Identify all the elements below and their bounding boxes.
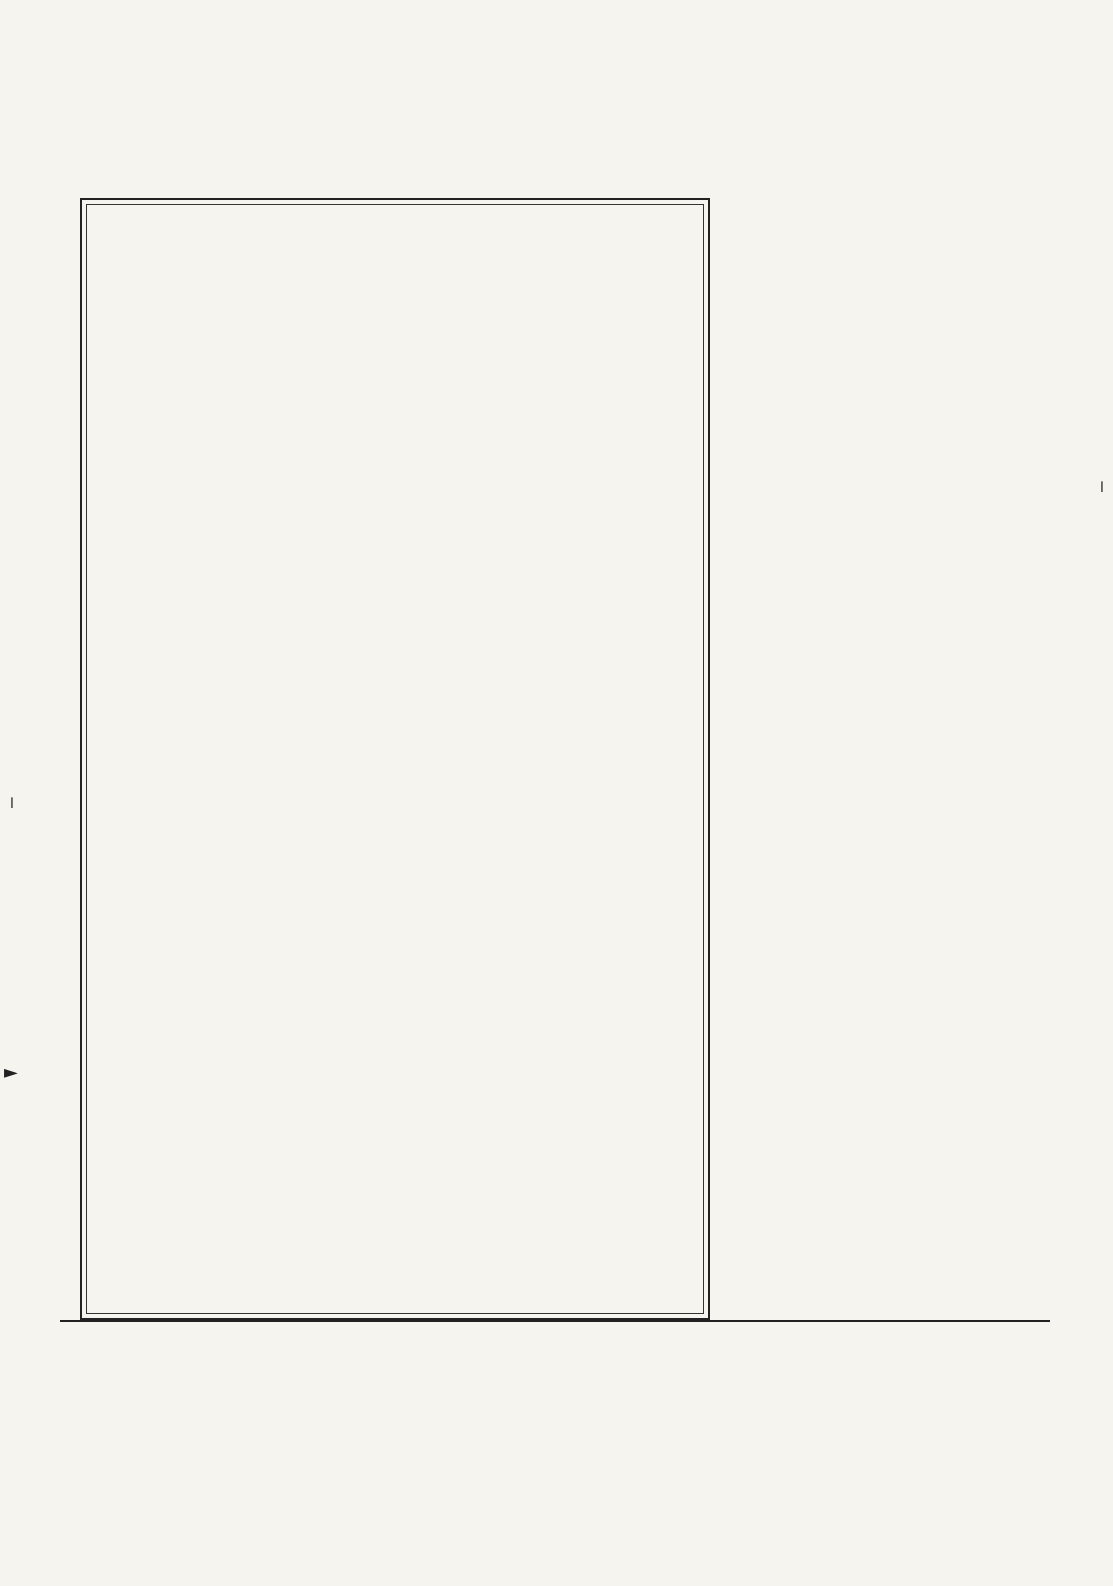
handwritten-margin-note: [1036, 550, 1096, 790]
bottom-divider: [60, 1320, 1050, 1322]
boxed-commentary: [80, 198, 710, 1320]
scan-mark: ﺍ: [1100, 480, 1104, 496]
scan-mark: ►: [4, 1062, 18, 1083]
scan-mark: ﺍ: [10, 796, 14, 812]
handwritten-margin-note: [1028, 940, 1088, 1200]
poem: [100, 210, 690, 218]
